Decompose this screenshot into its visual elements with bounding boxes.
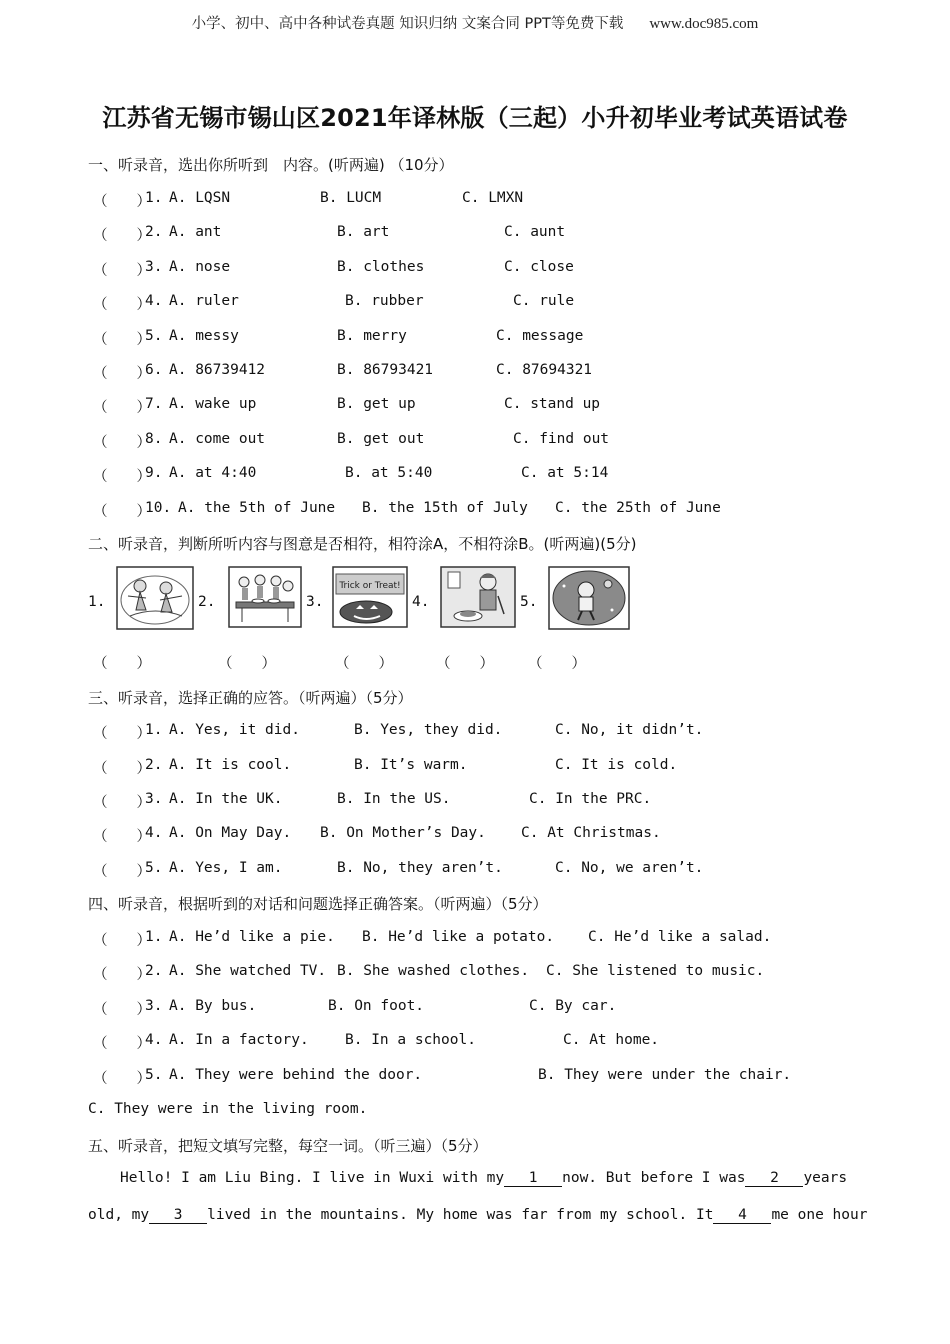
passage-text: lived in the mountains. My home was far from my school. It <box>207 1207 714 1223</box>
picture-3-halloween-pumpkin <box>332 566 408 628</box>
option-c: C. He’d like a salad. <box>588 929 772 945</box>
pic-num-2: 2. <box>198 594 216 610</box>
option-b: B. clothes <box>337 259 425 275</box>
option-b: B. merry <box>337 328 407 344</box>
blank-4[interactable]: 4 <box>713 1207 771 1224</box>
option-a: A. come out <box>169 431 266 447</box>
q-num: 1. <box>145 190 163 206</box>
section-3-heading: 三、听录音，选择正确的应答。（听两遍）（5分） <box>88 689 413 707</box>
answer-paren: （ ） <box>93 795 151 811</box>
option-c: C. She listened to music. <box>546 963 765 979</box>
pic-answer-3: （ ） <box>335 656 393 672</box>
answer-paren: （ ） <box>93 933 151 949</box>
option-c: C. close <box>504 259 574 275</box>
q-num: 7. <box>145 396 163 412</box>
option-c: C. It is cold. <box>555 757 678 773</box>
q-num: 5. <box>145 1067 163 1083</box>
picture-1-kids-playing <box>116 566 194 630</box>
option-b: B. 86793421 <box>337 362 434 378</box>
answer-paren: （ ） <box>93 504 151 520</box>
option-b: B. art <box>337 224 390 240</box>
answer-paren: （ ） <box>93 1071 151 1087</box>
q-num: 9. <box>145 465 163 481</box>
option-c: C. In the PRC. <box>529 791 652 807</box>
option-c: C. stand up <box>504 396 601 412</box>
picture-row <box>88 566 648 634</box>
q-num: 3. <box>145 259 163 275</box>
passage-text: now. But before I was <box>562 1170 746 1186</box>
q-num: 4. <box>145 293 163 309</box>
q-num: 1. <box>145 929 163 945</box>
option-b: B. at 5:40 <box>345 465 433 481</box>
option-a: A. messy <box>169 328 239 344</box>
header-site: www.doc985.com <box>649 16 759 32</box>
pic-num-4: 4. <box>412 594 430 610</box>
option-c: C. aunt <box>504 224 566 240</box>
option-b: B. They were under the chair. <box>538 1067 792 1083</box>
option-a: A. Yes, I am. <box>169 860 283 876</box>
picture-5-astronaut <box>548 566 630 630</box>
option-c: C. No, we aren’t. <box>555 860 704 876</box>
answer-paren: （ ） <box>93 726 151 742</box>
section-5-heading: 五、听录音，把短文填写完整，每空一词。（听三遍）（5分） <box>88 1137 488 1155</box>
answer-paren: （ ） <box>93 967 151 983</box>
answer-paren: （ ） <box>93 864 151 880</box>
option-b: B. In the US. <box>337 791 451 807</box>
option-a: A. On May Day. <box>169 825 292 841</box>
pic-answer-5: （ ） <box>528 656 586 672</box>
option-a: A. She watched TV. <box>169 963 327 979</box>
passage-text: Hello! I am Liu Bing. I live in Wuxi with my <box>120 1170 505 1186</box>
option-a: A. In the UK. <box>169 791 283 807</box>
pic3-caption: Trick or Treat! <box>339 581 401 591</box>
option-a: A. ruler <box>169 293 239 309</box>
answer-paren: （ ） <box>93 366 151 382</box>
answer-paren: （ ） <box>93 761 151 777</box>
option-a: A. It is cool. <box>169 757 292 773</box>
option-a: A. at 4:40 <box>169 465 257 481</box>
option-a: A. In a factory. <box>169 1032 309 1048</box>
q-num: 4. <box>145 825 163 841</box>
q-num: 2. <box>145 757 163 773</box>
q-num: 3. <box>145 998 163 1014</box>
option-a: A. He’d like a pie. <box>169 929 335 945</box>
option-b: B. get up <box>337 396 416 412</box>
q-num: 3. <box>145 791 163 807</box>
page-title: 江苏省无锡市锡山区2021年译林版（三起）小升初毕业考试英语试卷 <box>102 104 848 132</box>
q-num: 6. <box>145 362 163 378</box>
q-num: 4. <box>145 1032 163 1048</box>
answer-paren: （ ） <box>93 194 151 210</box>
option-c: C. LMXN <box>462 190 524 206</box>
section-1-heading: 一、听录音，选出你所听到 内容。(听两遍) （10分） <box>88 156 454 174</box>
option-a: A. ant <box>169 224 222 240</box>
option-b: B. the 15th of July <box>362 500 528 516</box>
p4-q5-option-c: C. They were in the living room. <box>88 1101 368 1117</box>
passage-line-2 <box>88 1207 867 1224</box>
header-text: 小学、初中、高中各种试卷真题 知识归纳 文案合同 PPT等免费下载 <box>191 16 624 32</box>
option-c: C. 87694321 <box>496 362 593 378</box>
passage-text: old, my <box>88 1207 150 1223</box>
answer-paren: （ ） <box>93 469 151 485</box>
option-c: C. At Christmas. <box>521 825 661 841</box>
answer-paren: （ ） <box>93 332 151 348</box>
answer-paren: （ ） <box>93 228 151 244</box>
q-num: 5. <box>145 860 163 876</box>
picture-4-boy-eating <box>440 566 516 628</box>
passage-text: me one hour <box>771 1207 868 1223</box>
option-c: C. at 5:14 <box>521 465 609 481</box>
option-a: A. LQSN <box>169 190 231 206</box>
q-num: 2. <box>145 963 163 979</box>
picture-2-family-dinner <box>228 566 302 628</box>
option-b: B. On Mother’s Day. <box>320 825 486 841</box>
pic-answer-4: （ ） <box>436 656 494 672</box>
option-a: A. the 5th of June <box>178 500 336 516</box>
section-2-heading: 二、听录音，判断所听内容与图意是否相符，相符涂A，不相符涂B。(听两遍)(5分) <box>88 535 637 553</box>
option-c: C. the 25th of June <box>555 500 721 516</box>
answer-paren: （ ） <box>93 400 151 416</box>
option-c: C. By car. <box>529 998 617 1014</box>
option-b: B. She washed clothes. <box>337 963 530 979</box>
option-b: B. LUCM <box>320 190 382 206</box>
option-b: B. get out <box>337 431 425 447</box>
blank-1[interactable]: 1 <box>504 1170 562 1187</box>
option-c: C. No, it didn’t. <box>555 722 704 738</box>
option-c: C. rule <box>513 293 575 309</box>
option-a: A. nose <box>169 259 231 275</box>
answer-paren: （ ） <box>93 1002 151 1018</box>
option-c: C. message <box>496 328 584 344</box>
answer-paren: （ ） <box>93 1036 151 1052</box>
q-num: 1. <box>145 722 163 738</box>
pic-answer-2: （ ） <box>218 656 276 672</box>
section-4-heading: 四、听录音，根据听到的对话和问题选择正确答案。（听两遍）（5分） <box>88 895 548 913</box>
option-c: C. find out <box>513 431 610 447</box>
option-a: A. 86739412 <box>169 362 266 378</box>
option-b: B. On foot. <box>328 998 425 1014</box>
option-a: A. They were behind the door. <box>169 1067 423 1083</box>
passage-text: years <box>803 1170 848 1186</box>
q-num: 10. <box>145 500 172 516</box>
page-header <box>0 12 950 33</box>
q-num: 8. <box>145 431 163 447</box>
blank-2[interactable]: 2 <box>745 1170 803 1187</box>
answer-paren: （ ） <box>93 829 151 845</box>
option-b: B. It’s warm. <box>354 757 468 773</box>
option-b: B. No, they aren’t. <box>337 860 503 876</box>
q-num: 5. <box>145 328 163 344</box>
answer-paren: （ ） <box>93 263 151 279</box>
pic-num-3: 3. <box>306 594 324 610</box>
option-a: A. By bus. <box>169 998 257 1014</box>
q-num: 2. <box>145 224 163 240</box>
pic-num-1: 1. <box>88 594 106 610</box>
option-c: C. At home. <box>563 1032 660 1048</box>
option-b: B. rubber <box>345 293 424 309</box>
passage-line-1 <box>120 1170 847 1187</box>
option-b: B. Yes, they did. <box>354 722 503 738</box>
option-a: A. wake up <box>169 396 257 412</box>
option-a: A. Yes, it did. <box>169 722 300 738</box>
option-b: B. In a school. <box>345 1032 476 1048</box>
option-b: B. He’d like a potato. <box>362 929 555 945</box>
answer-paren: （ ） <box>93 297 151 313</box>
pic-answer-1: （ ） <box>93 656 151 672</box>
answer-paren: （ ） <box>93 435 151 451</box>
pic-num-5: 5. <box>520 594 538 610</box>
blank-3[interactable]: 3 <box>149 1207 207 1224</box>
